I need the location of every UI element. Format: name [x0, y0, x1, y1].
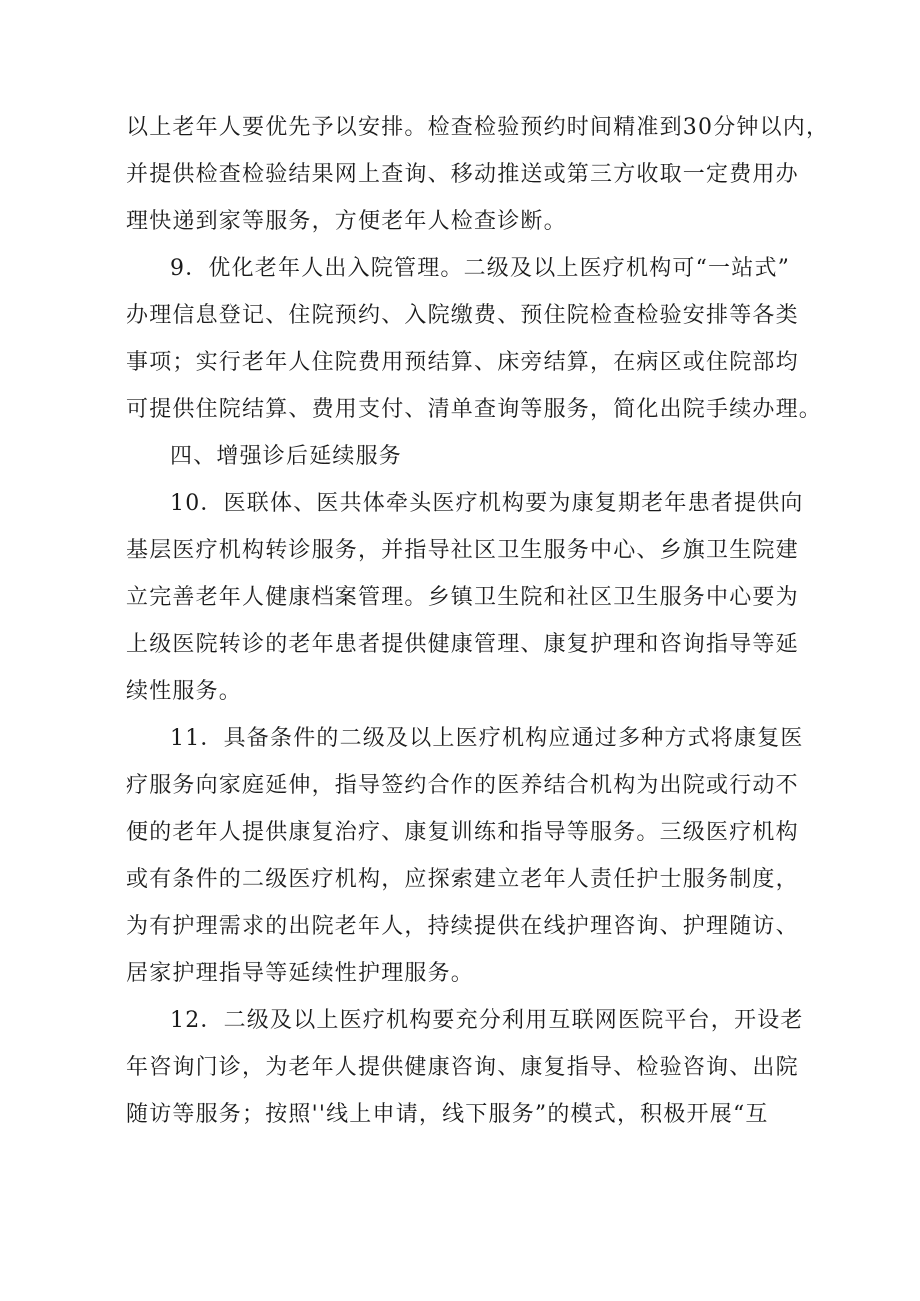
text-line: 续性服务。 — [126, 679, 243, 704]
text-line: 事项；实行老年人住院费用预结算、床旁结算，在病区或住院部均 — [126, 350, 799, 375]
text-line: 随访等服务；按照''线上申请，线下服务”的模式，积极开展“互 — [126, 1102, 769, 1127]
paragraph-12-start: 12．二级及以上医疗机构要充分利用互联网医院平台，开设老 — [170, 1008, 804, 1033]
text-line: 办理信息登记、住院预约、入院缴费、预住院检查检验安排等各类 — [126, 303, 799, 328]
text-line: 基层医疗机构转诊服务，并指导社区卫生服务中心、乡旗卫生院建 — [126, 538, 799, 563]
text-line: 可提供住院结算、费用支付、清单查询等服务，简化出院手续办理。 — [126, 397, 823, 422]
text-line: 居家护理指导等延续性护理服务。 — [126, 961, 475, 986]
text-line: 年咨询门诊，为老年人提供健康咨询、康复指导、检验咨询、出院 — [126, 1055, 799, 1080]
paragraph-9-start: 9．优化老年人出入院管理。二级及以上医疗机构可“一站式” — [170, 256, 791, 281]
text-line: 为有护理需求的出院老年人，持续提供在线护理咨询、护理随访、 — [126, 914, 799, 939]
text-line: 上级医院转诊的老年患者提供健康管理、康复护理和咨询指导等延 — [126, 632, 799, 657]
text-line: 便的老年人提供康复治疗、康复训练和指导等服务。三级医疗机构 — [126, 820, 799, 845]
text-line: 疗服务向家庭延伸，指导签约合作的医养结合机构为出院或行动不 — [126, 773, 799, 798]
text-line: 立完善老年人健康档案管理。乡镇卫生院和社区卫生服务中心要为 — [126, 585, 799, 610]
text-line: 并提供检查检验结果网上查询、移动推送或第三方收取一定费用办 — [126, 162, 799, 187]
document-body — [126, 104, 830, 1138]
paragraph-11-start: 11．具备条件的二级及以上医疗机构应通过多种方式将康复医 — [170, 726, 804, 751]
text-line: 或有条件的二级医疗机构，应探索建立老年人责任护士服务制度， — [126, 867, 799, 892]
section-heading: 四、增强诊后延续服务 — [170, 444, 403, 469]
text-line: 以上老年人要优先予以安排。检查检验预约时间精准到30分钟以内， — [126, 115, 830, 140]
text-line: 理快递到家等服务，方便老年人检查诊断。 — [126, 209, 567, 234]
paragraph-10-start: 10．医联体、医共体牵头医疗机构要为康复期老年患者提供向 — [170, 491, 804, 516]
